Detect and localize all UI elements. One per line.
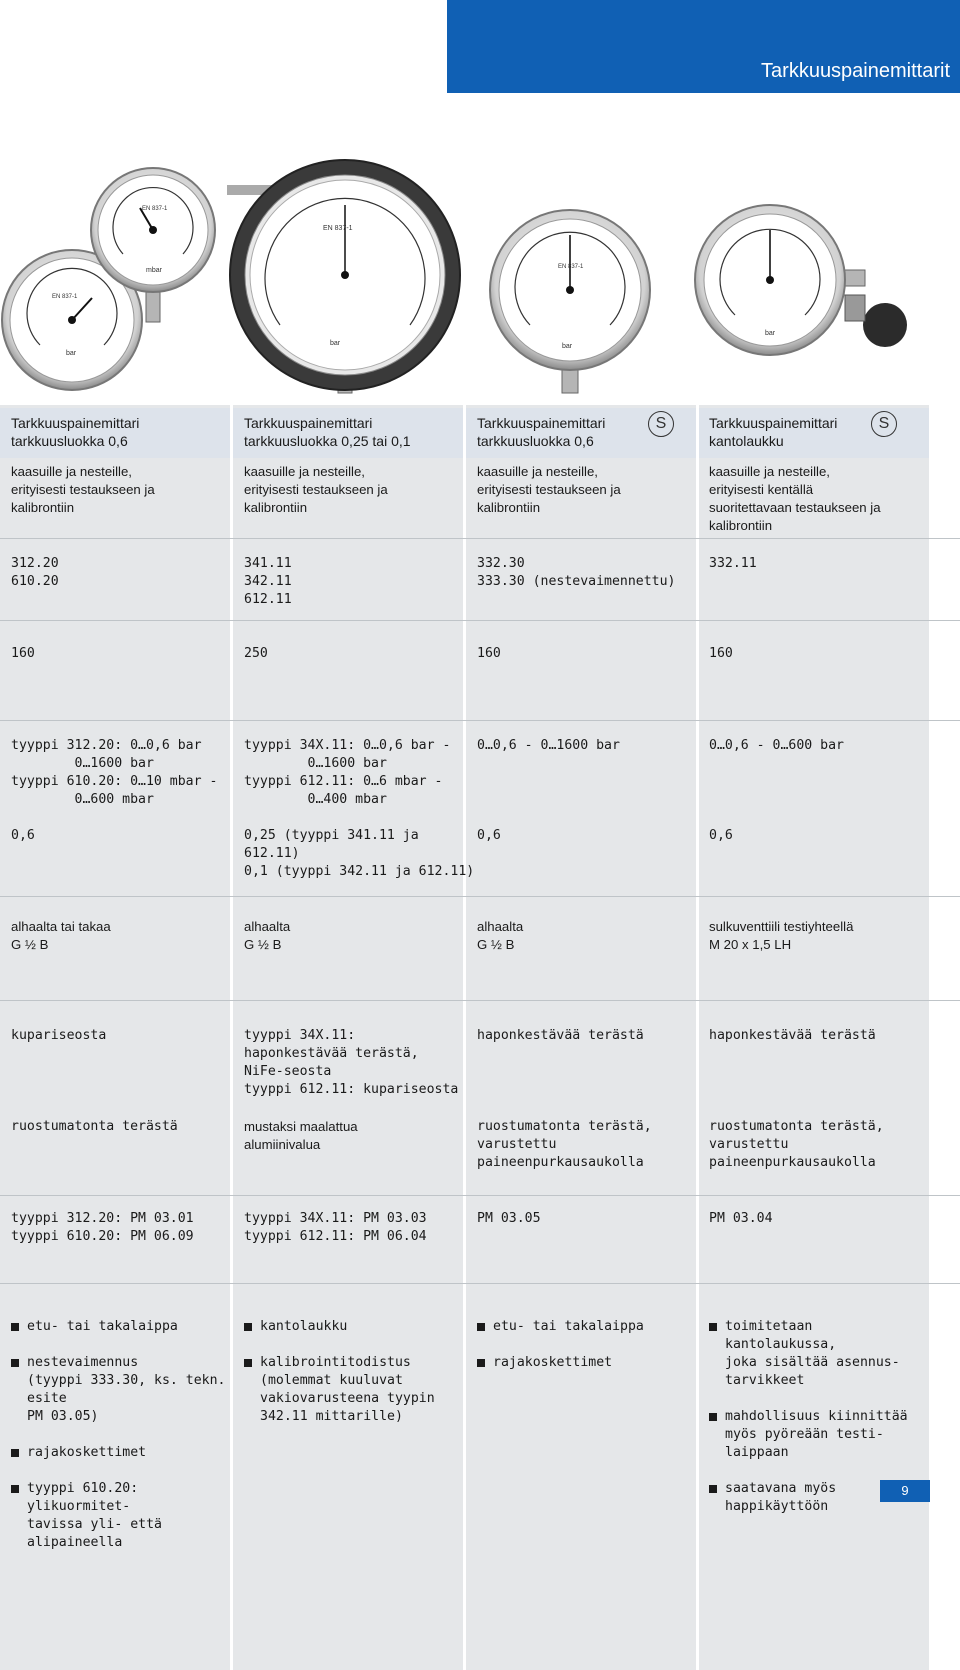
row-divider [0, 1000, 960, 1001]
column-3-title-line1: Tarkkuuspainemittari [477, 415, 606, 431]
option-item: saatavana myös happikäyttöön [709, 1480, 924, 1516]
column-2-accuracy: 0,25 (tyyppi 341.11 ja 612.11) 0,1 (tyyppi 342.11 ja 612.11) [244, 828, 475, 879]
column-2-title-line1: Tarkkuuspainemittari [244, 415, 373, 431]
column-4-material: haponkestävää terästä [709, 1028, 876, 1043]
gauge-4-image [490, 210, 650, 393]
column-2-options [244, 1300, 459, 1444]
column-3-size: 160 [477, 646, 501, 661]
gauge-illustrations [0, 150, 960, 410]
column-3-title [477, 414, 605, 450]
gauge-2-standard-label: EN 837-1 [142, 206, 168, 212]
column-3-options [477, 1300, 692, 1390]
column-1-datasheet: tyyppi 312.20: PM 03.01 tyyppi 610.20: PM 06.09 [11, 1211, 194, 1244]
column-2-models: 341.11 342.11 612.11 [244, 556, 292, 607]
row-divider [0, 538, 960, 539]
option-item: toimitetaan kantolaukussa, joka sisältää asennus- tarvikkeet [709, 1318, 924, 1390]
column-1-title [11, 414, 139, 450]
column-3-title-line2: tarkkuusluokka 0,6 [477, 433, 594, 449]
column-3-accuracy: 0,6 [477, 828, 501, 843]
column-4-title-line1: Tarkkuuspainemittari [709, 415, 838, 431]
column-1-material: kupariseosta [11, 1028, 107, 1043]
column-3-models: 332.30 333.30 (nestevaimennettu) [477, 556, 676, 589]
column-3-material: haponkestävää terästä [477, 1028, 644, 1043]
gauge-4-unit-label: bar [562, 343, 573, 350]
row-divider [0, 1283, 960, 1284]
column-1-range: tyyppi 312.20: 0…0,6 bar 0…1600 bar tyyppi 610.20: 0…10 mbar - 0…600 mbar [11, 738, 218, 807]
column-1-title-line1: Tarkkuuspainemittari [11, 415, 140, 431]
gauge-5-unit-label: bar [765, 330, 776, 337]
column-2-range: tyyppi 34X.11: 0…0,6 bar - 0…1600 bar tyyppi 612.11: 0…6 mbar - 0…400 mbar [244, 738, 451, 807]
column-1-models: 312.20 610.20 [11, 556, 59, 589]
column-4-accuracy: 0,6 [709, 828, 733, 843]
column-4-range: 0…0,6 - 0…600 bar [709, 738, 844, 753]
column-1-accuracy: 0,6 [11, 828, 35, 843]
column-4-title [709, 414, 837, 450]
column-1-use: kaasuille ja nesteille, erityisesti testaukseen ja kalibrontiin [11, 464, 155, 515]
option-item: nestevaimennus (tyyppi 333.30, ks. tekn. esite PM 03.05) [11, 1354, 226, 1426]
column-1-title-line2: tarkkuusluokka 0,6 [11, 433, 128, 449]
gauge-1-unit-label: bar [66, 350, 77, 357]
gauge-1-standard-label: EN 837-1 [52, 294, 78, 300]
gauge-3-standard-label: EN 837-1 [323, 225, 353, 232]
option-item: kalibrointitodistus (molemmat kuuluvat vakiovarusteena tyypin 342.11 mittarille) [244, 1354, 459, 1426]
option-item: rajakoskettimet [477, 1354, 692, 1372]
column-2-datasheet: tyyppi 34X.11: PM 03.03 tyyppi 612.11: PM 06.04 [244, 1211, 427, 1244]
column-4-case: ruostumatonta terästä, varustettu paineenpurkausaukolla [709, 1119, 884, 1170]
gauge-2-unit-label: mbar [146, 267, 162, 274]
gauge-3-unit-label: bar [330, 340, 341, 347]
column-4-use: kaasuille ja nesteille, erityisesti kentällä suoritettavaan testaukseen ja kalibrontiin [709, 464, 881, 533]
option-item: tyyppi 610.20: ylikuormitet- tavissa yli- että alipaineella [11, 1480, 226, 1552]
column-3-datasheet: PM 03.05 [477, 1211, 541, 1226]
column-2-title-line2: tarkkuusluokka 0,25 tai 0,1 [244, 433, 411, 449]
column-1-connection: alhaalta tai takaa G ½ B [11, 919, 111, 952]
column-4-size: 160 [709, 646, 733, 661]
column-2-title [244, 414, 411, 450]
column-2-size: 250 [244, 646, 268, 661]
option-item: kantolaukku [244, 1318, 459, 1336]
option-item: etu- tai takalaippa [11, 1318, 226, 1336]
column-1-options [11, 1300, 226, 1570]
column-2-use: kaasuille ja nesteille, erityisesti testaukseen ja kalibrontiin [244, 464, 388, 515]
row-divider [0, 896, 960, 897]
column-2-material: tyyppi 34X.11: haponkestävää terästä, NiFe-seosta tyyppi 612.11: kupariseosta [244, 1028, 459, 1097]
option-item: rajakoskettimet [11, 1444, 226, 1462]
column-3-use: kaasuille ja nesteille, erityisesti testaukseen ja kalibrontiin [477, 464, 621, 515]
column-1-size: 160 [11, 646, 35, 661]
column-3-range: 0…0,6 - 0…1600 bar [477, 738, 620, 753]
option-item: mahdollisuus kiinnittää myös pyöreään testi- laippaan [709, 1408, 924, 1462]
row-divider [0, 720, 960, 721]
page-number: 9 [880, 1480, 930, 1502]
column-1-case: ruostumatonta terästä [11, 1119, 178, 1134]
s-badge-icon: S [871, 411, 897, 437]
column-4-connection: sulkuventtiili testiyhteellä M 20 x 1,5 LH [709, 919, 854, 952]
s-badge-icon: S [648, 411, 674, 437]
row-divider [0, 620, 960, 621]
column-4-datasheet: PM 03.04 [709, 1211, 773, 1226]
column-4-models: 332.11 [709, 556, 757, 571]
page-title: Tarkkuuspainemittarit [761, 60, 950, 82]
header-band [447, 0, 960, 93]
gauge-5-image [695, 205, 907, 355]
column-2-connection: alhaalta G ½ B [244, 919, 291, 952]
column-3-case: ruostumatonta terästä, varustettu paineenpurkausaukolla [477, 1119, 652, 1170]
column-2-case: mustaksi maalattua alumiinivalua [244, 1119, 358, 1152]
option-item: etu- tai takalaippa [477, 1318, 692, 1336]
gauge-3-image [227, 160, 460, 393]
row-divider [0, 1195, 960, 1196]
column-3-connection: alhaalta G ½ B [477, 919, 524, 952]
column-4-title-line2: kantolaukku [709, 433, 784, 449]
gauge-4-standard-label: EN 837-1 [558, 264, 584, 270]
